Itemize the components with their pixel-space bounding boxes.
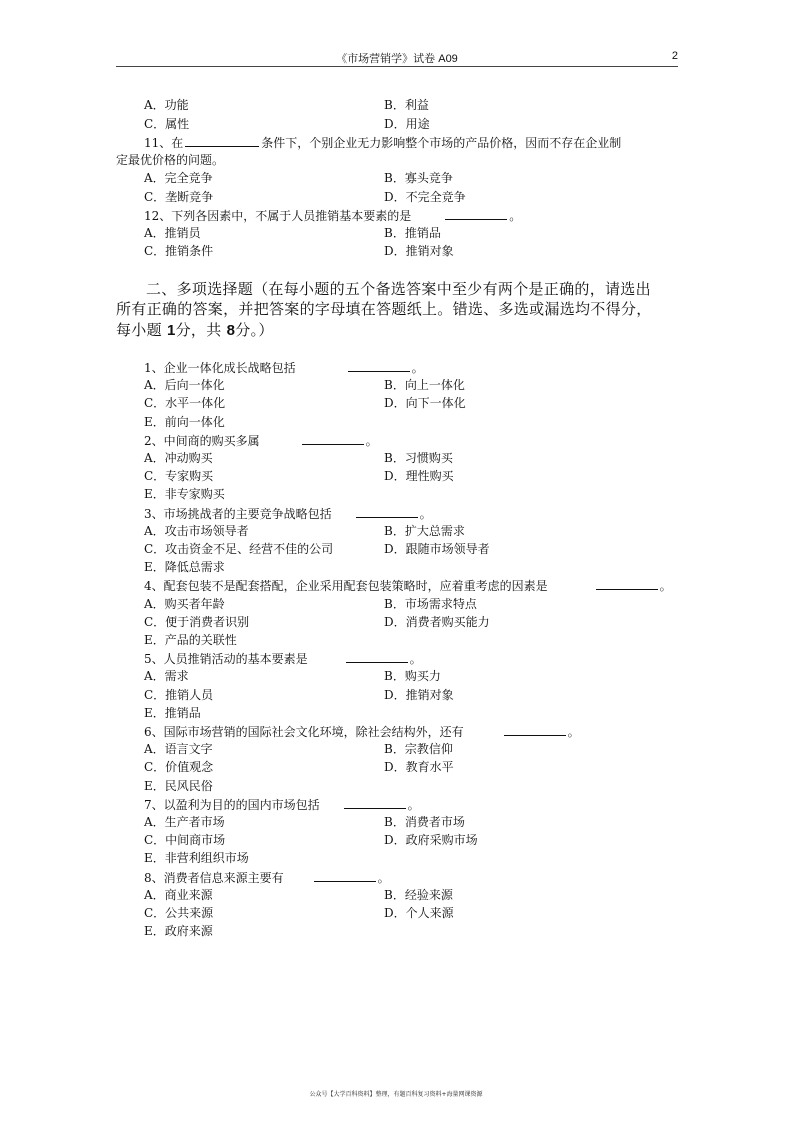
question-4-option-e: E．产品的关联性 [144,633,237,647]
section2-line3-e: 分。） [235,321,274,339]
section2-line3-a: 每小题 [116,321,167,339]
question-2-option-d: D．理性购买 [384,469,454,484]
question-8-end: 。 [377,870,390,885]
question-7-option-e: E．非营利组织市场 [144,851,249,866]
question-7-option-a: A．生产者市场 [144,815,225,829]
question-4-end: 。 [659,579,672,594]
question-4-option-a: A．购买者年龄 [144,596,225,611]
page-header [116,48,678,67]
question-8-text: 8、消费者信息来源主要有 [144,870,284,885]
question-7-stem [144,797,420,813]
q10-option-c: C．属性 [144,117,190,131]
question-7-option-b: B．消费者市场 [384,815,465,829]
question-1-option-d: D．向下一体化 [384,396,466,411]
q11-option-d: D．不完全竞争 [384,190,466,204]
q12-stem-pre: 12、下列各因素中，不属于人员推销基本要素的是 [144,209,412,223]
question-1-option-a: A．后向一体化 [144,378,225,393]
question-3-option-b: B．扩大总需求 [384,523,465,538]
question-4-option-c: C．便于消费者识别 [144,614,250,629]
q11-stem [144,135,621,151]
q10-option-a: A．功能 [144,98,189,112]
question-1-option-b: B．向上一体化 [384,378,465,393]
question-1-option-c: C．水平一体化 [144,396,226,411]
question-5-option-d: D．推销对象 [384,687,454,702]
answer-blank [314,870,376,882]
points-per-question: 1 [166,322,176,339]
question-1-end: 。 [411,361,424,375]
question-7-text: 7、以盈利为目的的国内市场包括 [144,797,320,812]
q11-stem-post: 条件下，个别企业无力影响整个市场的产品价格，因而不存在企业制 [261,136,622,150]
section2-heading-line3 [116,319,274,342]
question-4-option-b: B．市场需求特点 [384,596,477,611]
answer-blank [596,578,658,590]
question-8-option-b: B．经验来源 [384,887,453,902]
question-6-option-d: D．教育水平 [384,760,454,775]
answer-blank [348,360,410,372]
question-6-text: 6、国际市场营销的国际社会文化环境，除社会结构外，还有 [144,725,464,739]
q11-stem-pre: 11、在 [144,136,184,150]
question-5-option-e: E．推销品 [144,705,201,720]
total-points: 8 [226,322,236,339]
question-2-stem [144,433,378,449]
q11-stem-cont: 定最优价格的问题。 [116,153,225,167]
question-6-end: 。 [567,725,580,739]
answer-blank [346,651,408,663]
q10-option-d: D．用途 [384,117,430,131]
question-8-option-a: A．商业来源 [144,887,213,902]
q10-option-b: B．利益 [384,98,429,112]
question-5-stem [144,651,422,667]
question-3-option-e: E．降低总需求 [144,560,225,575]
answer-blank [356,506,418,518]
section2-heading-line1: 二、多项选择题（在每小题的五个备选答案中至少有两个是正确的，请选出 [146,280,651,298]
q11-option-b: B．寡头竞争 [384,171,453,185]
question-6-option-c: C．价值观念 [144,760,214,775]
question-1-text: 1、企业一体化成长战略包括 [144,361,296,375]
question-7-option-c: C．中间商市场 [144,833,226,848]
question-8-option-e: E．政府来源 [144,924,213,939]
question-8-option-d: D．个人来源 [384,906,454,920]
question-6-option-a: A．语言文字 [144,742,213,757]
question-3-option-c: C．攻击资金不足、经营不佳的公司 [144,542,334,556]
page-number: 2 [671,50,678,62]
question-2-option-e: E．非专家购买 [144,487,225,502]
question-7-end: 。 [407,797,420,812]
question-1-stem [144,360,424,376]
question-2-end: 。 [365,433,378,448]
answer-blank [302,433,364,445]
question-2-text: 2、中间商的购买多属 [144,433,260,448]
question-8-option-c: C．公共来源 [144,906,214,920]
q12-option-c: C．推销条件 [144,244,214,258]
question-5-option-c: C．推销人员 [144,687,214,702]
question-2-option-c: C．专家购买 [144,469,214,484]
question-6-stem [144,724,580,740]
question-6-option-b: B．宗教信仰 [384,742,453,757]
q12-stem-end: 。 [509,209,522,223]
answer-blank [445,208,507,220]
section2-heading-line2: 所有正确的答案，并把答案的字母填在答题纸上。错选、多选或漏选均不得分， [116,300,652,318]
question-6-option-e: E．民风民俗 [144,778,213,793]
question-4-stem [144,578,672,594]
q12-option-b: B．推销品 [384,226,441,240]
question-3-end: 。 [419,506,432,521]
exam-title: 《市场营销学》试卷 A09 [336,53,458,65]
question-5-end: 。 [409,652,422,667]
footer-note: 公众号【大学百科资料】整理，有题百科复习资料+海量网课资源 [309,1091,483,1098]
question-5-option-b: B．购买力 [384,669,441,684]
question-3-option-a: A．攻击市场领导者 [144,523,249,538]
answer-blank [185,135,259,147]
question-3-stem [144,506,432,522]
section2-line3-c: 分，共 [175,321,227,339]
q11-option-a: A．完全竞争 [144,171,213,185]
question-2-option-b: B．习惯购买 [384,451,453,465]
q11-option-c: C．垄断竞争 [144,190,214,204]
question-4-option-d: D．消费者购买能力 [384,614,490,629]
question-8-stem [144,870,390,886]
question-3-option-d: D．跟随市场领导者 [384,542,490,556]
question-7-option-d: D．政府采购市场 [384,833,478,848]
q12-stem [144,208,521,224]
question-5-option-a: A．需求 [144,669,189,684]
question-4-text: 4、配套包装不是配套搭配，企业采用配套包装策略时，应着重考虑的因素是 [144,579,548,594]
answer-blank [344,797,406,809]
question-5-text: 5、人员推销活动的基本要素是 [144,652,308,667]
q12-option-d: D．推销对象 [384,244,454,258]
question-1-option-e: E．前向一体化 [144,414,225,429]
q12-option-a: A．推销员 [144,226,201,240]
question-3-text: 3、市场挑战者的主要竞争战略包括 [144,506,332,521]
question-2-option-a: A．冲动购买 [144,451,213,465]
answer-blank [504,724,566,736]
